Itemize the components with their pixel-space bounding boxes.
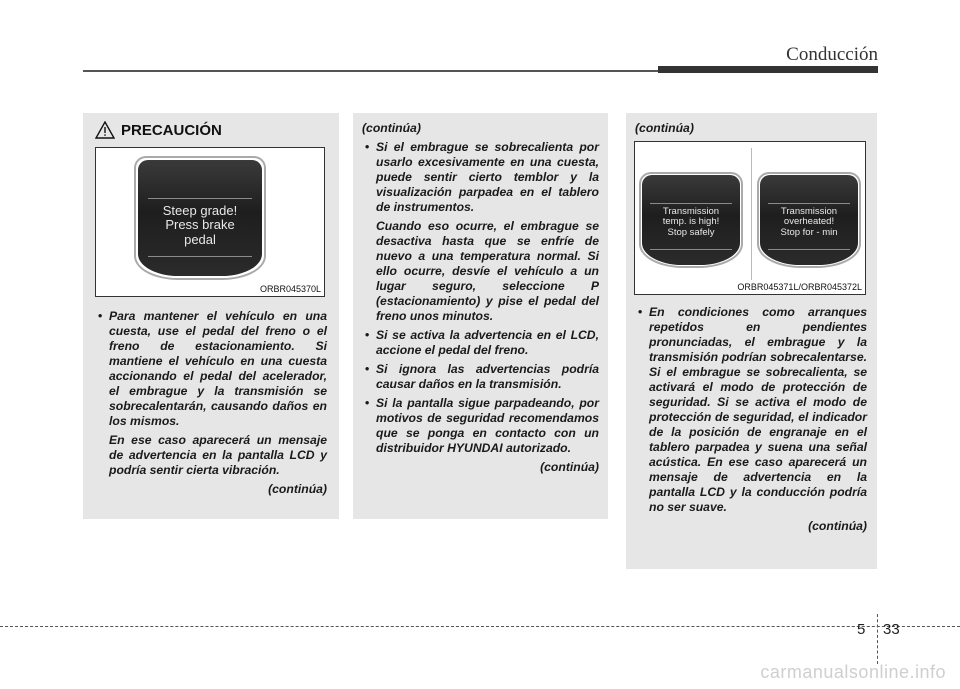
caution-heading bbox=[95, 121, 222, 139]
lcd-line-2: Press brake bbox=[165, 217, 235, 233]
lcd-display bbox=[138, 160, 262, 276]
bullet-item: • En condiciones como arranques repetidos en pendientes pronunciadas, el embrague y la transmisión podrían sobrecalentarse. Si el embrague se sobrecalienta, se activará el modo de protección de seguridad. Si se activa el modo de protección de seguridad, el indicador de la posición de engranaje en el tablero parpadea y suena una señal acústica. En ese caso aparecerá un mensaje de advertencia en la pantalla LCD y la conducción podría no ser suave. bbox=[635, 305, 867, 515]
lcd-display-left bbox=[642, 175, 740, 265]
lcd-right-line-3: Stop for - min bbox=[780, 226, 838, 238]
caution-panel-continued-2 bbox=[626, 113, 877, 569]
figure-transmission-warnings bbox=[634, 141, 866, 295]
lcd-right-line-2: overheated! bbox=[783, 216, 835, 228]
footer-rule bbox=[0, 626, 960, 627]
figure-code: ORBR045370L bbox=[259, 284, 321, 294]
warning-triangle-icon bbox=[95, 121, 115, 139]
continued-label: (continúa) bbox=[635, 121, 694, 135]
caution-panel bbox=[83, 113, 339, 519]
lcd-display-right bbox=[760, 175, 858, 265]
footer-divider bbox=[877, 614, 878, 664]
header-rule-accent bbox=[658, 66, 878, 73]
page-header-title: Conducción bbox=[786, 44, 878, 65]
lcd-right-line-1: Transmission bbox=[780, 206, 838, 217]
chapter-number: 5 bbox=[857, 621, 866, 638]
figure-code: ORBR045371L/ORBR045372L bbox=[737, 282, 862, 292]
continued-body bbox=[635, 305, 867, 538]
bullet-item: • Si el embrague se sobrecalienta por usarlo excesivamente en una cuesta, puede sentir cierto temblor y la visualización parpadea en el tablero de instrumentos. bbox=[362, 140, 599, 215]
header-rule bbox=[83, 70, 658, 72]
watermark: carmanualsonline.info bbox=[760, 662, 946, 682]
lcd-line-3: pedal bbox=[184, 231, 216, 247]
lcd-left-line-2: temp. is high! bbox=[662, 216, 720, 228]
figure-steep-grade bbox=[95, 147, 325, 297]
caution-panel-continued bbox=[353, 113, 608, 519]
continues-label: (continúa) bbox=[268, 482, 327, 496]
caution-body bbox=[95, 309, 327, 501]
continues-label: (continúa) bbox=[808, 519, 867, 533]
bullet-item: • Para mantener el vehículo en una cuesta, use el pedal del freno o el freno de estacionamiento. Si mantiene el vehículo en una cuesta accionando el pedal del acelerador, el embrague y la transmisión se sobrecalentarán, causando daños en los mismos. bbox=[95, 309, 327, 429]
continued-body bbox=[362, 121, 599, 479]
lcd-left-line-1: Transmission bbox=[662, 206, 720, 217]
lcd-left-line-3: Stop safely bbox=[667, 226, 715, 238]
lcd-line-1: Steep grade! bbox=[162, 203, 238, 218]
caution-heading-text: PRECAUCIÓN bbox=[121, 121, 222, 139]
bullet-continuation: Cuando eso ocurre, el embrague se desactiva hasta que se enfríe de nuevo a una temperatura normal. Si ello ocurre, desvíe el vehículo a un lugar seguro, seleccione P (estacionamiento) y pise el pedal del freno unos minutos. bbox=[376, 219, 599, 323]
continued-label: (continúa) bbox=[362, 121, 421, 135]
bullet-item: • Si ignora las advertencias podría causar daños en la transmisión. bbox=[362, 362, 599, 392]
continues-label: (continúa) bbox=[540, 460, 599, 474]
bullet-continuation: En ese caso aparecerá un mensaje de advertencia en la pantalla LCD y podría sentir cierta vibración. bbox=[109, 433, 327, 477]
page-number: 33 bbox=[883, 621, 900, 638]
bullet-item: • Si se activa la advertencia en el LCD, accione el pedal del freno. bbox=[362, 328, 599, 358]
continued-label-wrap bbox=[635, 121, 867, 140]
bullet-item: • Si la pantalla sigue parpadeando, por motivos de seguridad recomendamos que se ponga en contacto con un distribuidor HYUNDAI autorizado. bbox=[362, 396, 599, 456]
